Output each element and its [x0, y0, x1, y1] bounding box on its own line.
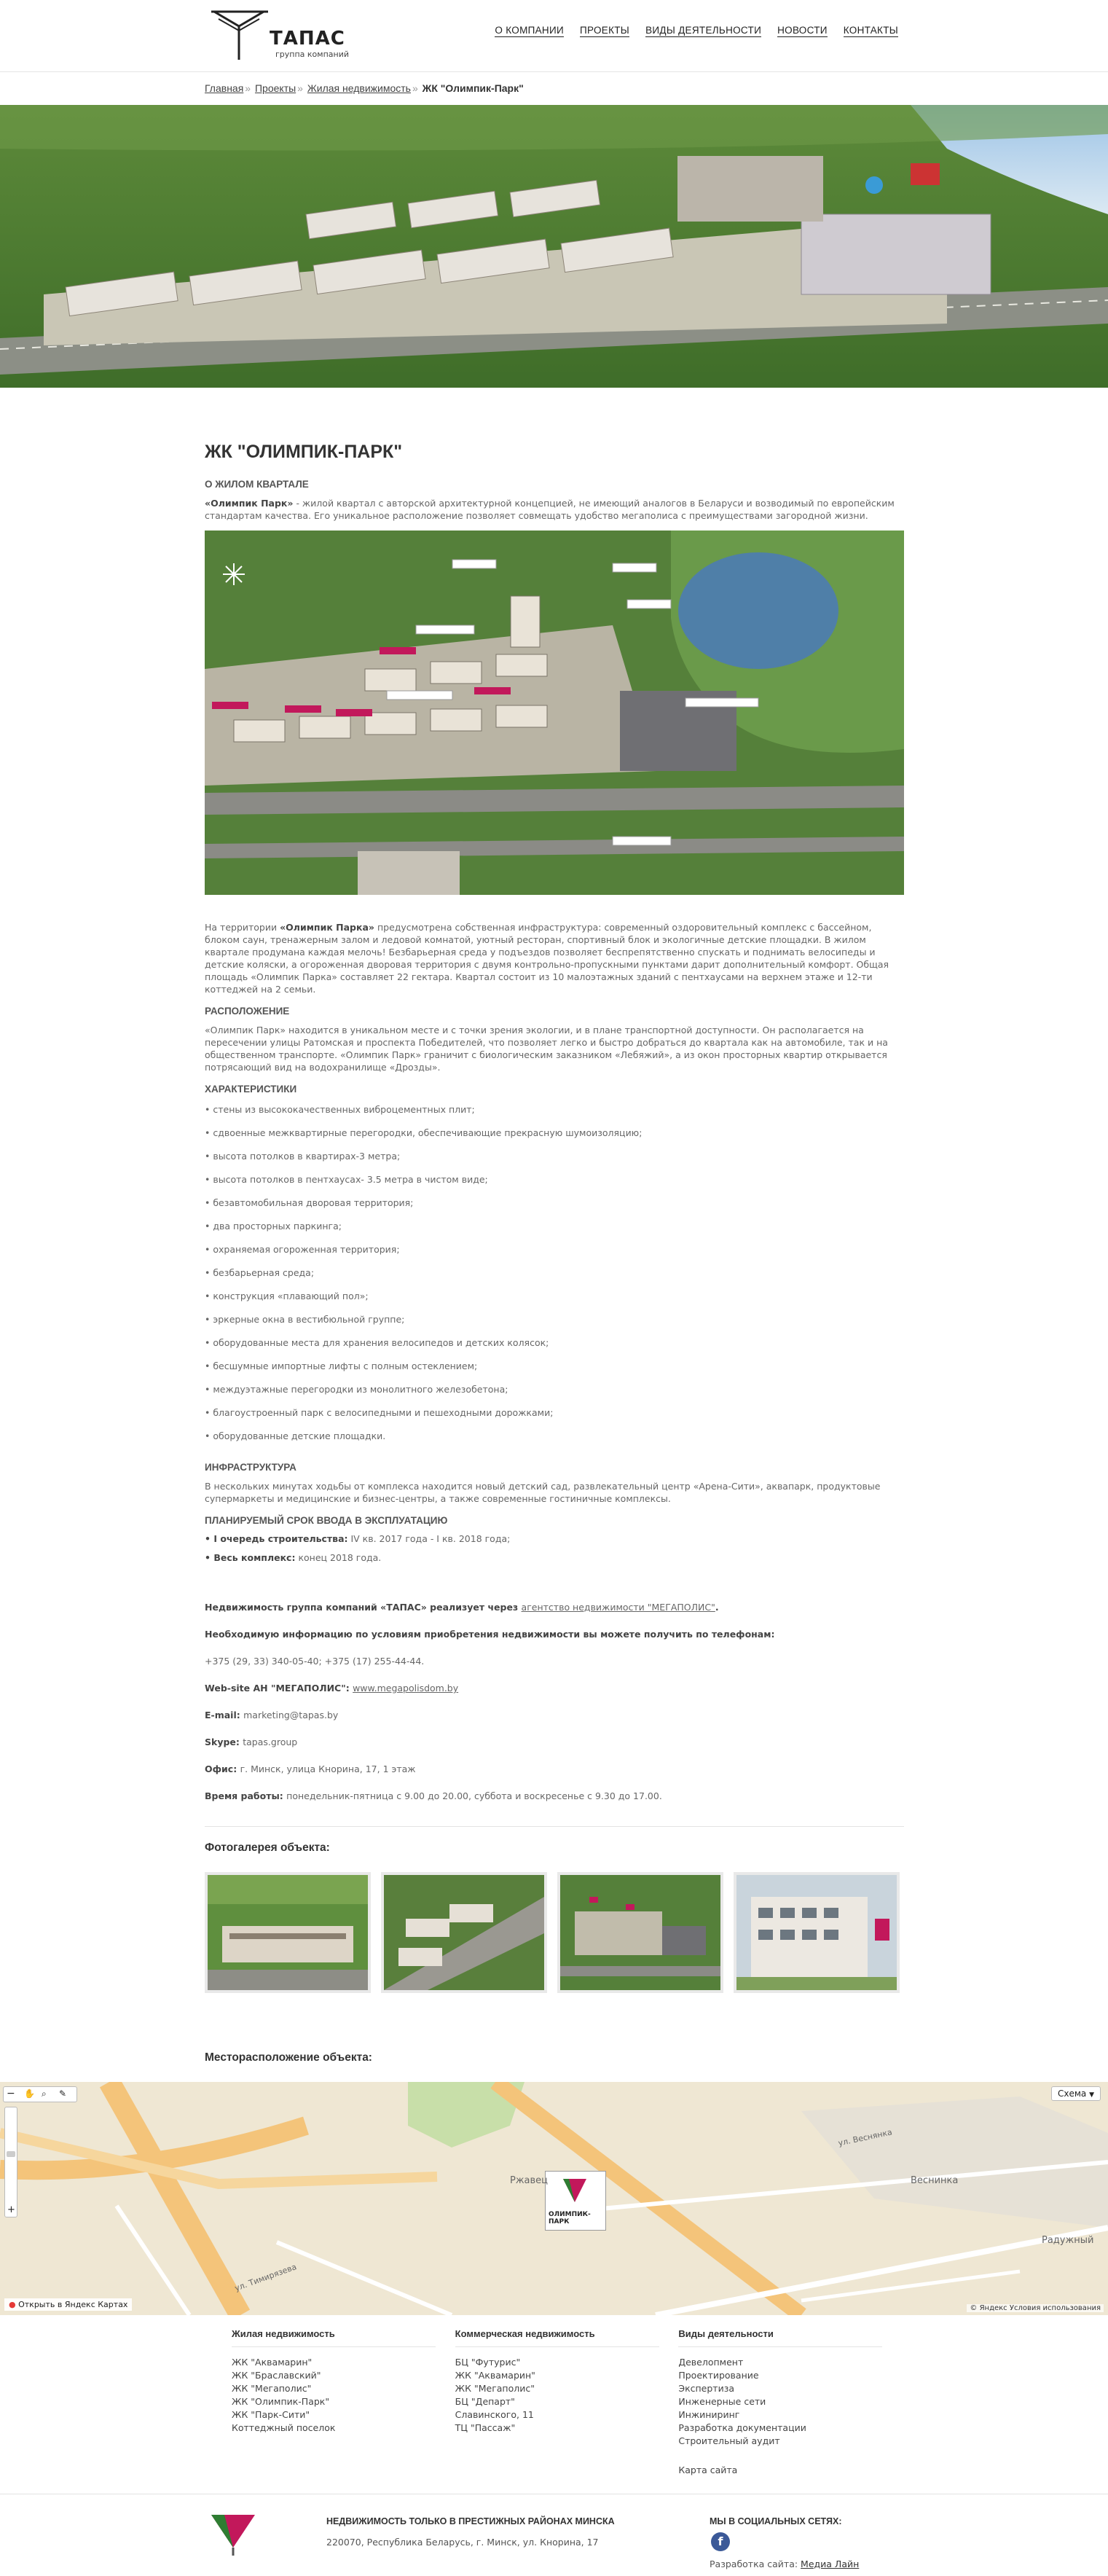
section-divider [205, 1826, 904, 1827]
email-label: E-mail: [205, 1710, 244, 1720]
main-nav [495, 25, 898, 37]
map-zoom-handle[interactable] [7, 2151, 15, 2157]
location-heading: РАСПОЛОЖЕНИЕ [205, 1006, 290, 1017]
feature-item: • бесшумные импортные лифты с полным остеклением; [205, 1361, 478, 1371]
infra-p-bold: «Олимпик Парка» [280, 922, 374, 933]
footer-link[interactable]: Разработка документации [678, 2422, 806, 2433]
website-link[interactable]: www.megapolisdom.by [353, 1683, 459, 1694]
main-content [205, 394, 904, 1993]
infrastructure-text: В нескольких минутах ходьбы от комплекса находится новый детский сад, развлекательный центр «Арена-Сити», аквапарк, продуктовые супермаркеты и медицинские и бизнес-центры, а также современные гостиничные комплексы. [205, 1481, 881, 1504]
footer-col-activities [678, 2328, 902, 2477]
map-marker-card[interactable] [545, 2171, 606, 2231]
skype-value: tapas.group [243, 1737, 298, 1747]
breadcrumb-home[interactable]: Главная [205, 82, 244, 94]
site-footer [0, 2494, 1108, 2576]
map-copyright: © Яндекс Условия использования [967, 2304, 1104, 2312]
map-label: ул. Веснянка [837, 2127, 893, 2148]
map-zoom-in-icon[interactable]: + [7, 2204, 15, 2215]
feature-item: • благоустроенный парк с велосипедными и пешеходными дорожками; [205, 1407, 554, 1418]
map-hand-icon[interactable]: ✋ [24, 2088, 35, 2099]
infrastructure-paragraph [205, 921, 904, 995]
map-label: Радужный [1042, 2235, 1094, 2246]
feature-item: • сдвоенные межквартирные перегородки, обеспечивающие прекрасную шумоизоляцию; [205, 1127, 643, 1138]
footer-col-residential [232, 2328, 455, 2477]
website-label: Web-site АН "МЕГАПОЛИС": [205, 1683, 353, 1694]
hero-banner-image [0, 105, 1108, 388]
footer-slogan: НЕДВИЖИМОСТЬ ТОЛЬКО В ПРЕСТИЖНЫХ РАЙОНАХ МИНСКА [326, 2516, 615, 2526]
map-zoom-slider[interactable] [4, 2107, 17, 2217]
features-heading: ХАРАКТЕРИСТИКИ [205, 1084, 297, 1095]
map-label: ул. Тимирязева [233, 2262, 298, 2293]
feature-item: • безавтомобильная дворовая территория; [205, 1197, 414, 1208]
gallery-thumbnail[interactable] [205, 1872, 371, 1993]
breadcrumb-residential[interactable]: Жилая недвижимость [307, 82, 411, 94]
feature-item: • высота потолков в квартирах-3 метра; [205, 1151, 401, 1162]
contact-block [205, 1600, 904, 1816]
developer-link[interactable]: Медиа Лайн [801, 2559, 860, 2569]
chevron-down-icon: ▼ [1089, 2091, 1094, 2099]
logo-subtitle: группа компаний [275, 50, 349, 59]
email-line [205, 1708, 904, 1735]
office-label: Офис: [205, 1763, 240, 1774]
gallery-thumbnail[interactable] [734, 1872, 900, 1993]
realtor-line [205, 1600, 904, 1627]
gallery-title: Фотогалерея объекта: [205, 1841, 330, 1854]
breadcrumb-separator: » [245, 82, 251, 94]
marker-label: ОЛИМПИК-ПАРК [549, 2211, 591, 2225]
gallery-thumbnail[interactable] [557, 1872, 723, 1993]
map-scheme-button[interactable] [1051, 2086, 1101, 2101]
feature-item: • междуэтажные перегородки из монолитного железобетона; [205, 1384, 508, 1395]
nav-about[interactable]: О КОМПАНИИ [495, 25, 564, 36]
page-title: ЖК "ОЛИМПИК-ПАРК" [205, 442, 403, 462]
infrastructure-heading: ИНФРАСТРУКТУРА [205, 1462, 296, 1473]
office-line [205, 1762, 904, 1789]
map-ruler-icon[interactable]: ✎ [59, 2088, 67, 2099]
footer-link[interactable]: БЦ "Футурис" [455, 2357, 521, 2368]
breadcrumb-current: ЖК "Олимпик-Парк" [422, 82, 524, 94]
footer-link[interactable]: Славинского, 11 [455, 2409, 534, 2420]
nav-activities[interactable]: ВИДЫ ДЕЯТЕЛЬНОСТИ [645, 25, 762, 36]
footer-link[interactable]: ЖК "Олимпик-Парк" [232, 2396, 330, 2407]
logo-name: ТАПАС [270, 28, 345, 50]
phones-intro [205, 1627, 904, 1654]
feature-item: • безбарьерная среда; [205, 1267, 315, 1278]
map-zoom-out-icon[interactable]: − [7, 2088, 15, 2099]
realtor-end: . [715, 1602, 719, 1613]
footer-link[interactable]: Проектирование [678, 2370, 759, 2381]
skype-label: Skype: [205, 1737, 243, 1747]
breadcrumb-separator: » [297, 82, 303, 94]
footer-link[interactable]: ЖК "Аквамарин" [232, 2357, 313, 2368]
office-value: г. Минск, улица Кнорина, 17, 1 этаж [240, 1763, 416, 1774]
deadline-label: • I очередь строительства: [205, 1533, 348, 1544]
footer-link[interactable]: Коттеджный поселок [232, 2422, 336, 2433]
phones-intro-text: Необходимую информацию по условиям приобретения недвижимости вы можете получить по телефонам: [205, 1629, 775, 1640]
feature-item: • два просторных паркинга; [205, 1221, 342, 1232]
feature-item: • оборудованные места для хранения велосипедов и детских колясок; [205, 1337, 549, 1348]
about-bold: «Олимпик Парк» [205, 498, 294, 509]
scheme-label: Схема [1057, 2088, 1087, 2099]
map-pin-icon: ● [9, 2300, 16, 2309]
hours-label: Время работы: [205, 1790, 287, 1801]
hours-value: понедельник-пятница с 9.00 до 20.00, суббота и воскресенье с 9.30 до 17.00. [286, 1790, 662, 1801]
footer-link[interactable]: Инженерные сети [678, 2396, 766, 2407]
feature-item: • стены из высококачественных виброцементных плит; [205, 1104, 475, 1115]
footer-columns [232, 2328, 902, 2477]
site-logo[interactable] [210, 9, 349, 61]
gallery-thumbnail[interactable] [381, 1872, 547, 1993]
skype-line [205, 1735, 904, 1762]
developer-credit [710, 2559, 859, 2569]
footer-link[interactable]: Экспертиза [678, 2383, 735, 2394]
feature-item: • оборудованные детские площадки. [205, 1430, 386, 1441]
footer-link[interactable]: Инжиниринг [678, 2409, 740, 2420]
marker-logo-icon [560, 2176, 589, 2205]
hours-line [205, 1789, 904, 1816]
footer-link[interactable]: ЖК "Парк-Сити" [232, 2409, 310, 2420]
breadcrumb [205, 82, 524, 94]
map-label: Веснинка [911, 2175, 959, 2186]
footer-link[interactable]: ЖК "Мегаполис" [232, 2383, 312, 2394]
feature-item: • эркерные окна в вестибюльной группе; [205, 1314, 405, 1325]
footer-col-title: Жилая недвижимость [232, 2328, 436, 2347]
map-title: Месторасположение объекта: [205, 2051, 372, 2064]
open-in-yandex-link[interactable] [4, 2298, 132, 2311]
infra-p-start: На территории [205, 922, 280, 933]
deadline-value: конец 2018 года. [295, 1552, 382, 1563]
footer-link[interactable]: БЦ "Департ" [455, 2396, 515, 2407]
infra-p-rest: предусмотрена собственная инфраструктура: современный оздоровительный комплекс с бассейном, блоком саун, тренажерным залом и ледовой комнатой, уютный ресторан, спортивный блок и экологичные детские площадки. В жилом квартале продумана каждая мелочь! Безбарьерная среда у подъездов позволяет беспрепятственно спускать и поднимать велосипеды и детские коляски, а огороженная дворовая территория с двумя контрольно-пропускными пунктами дарит дополнительный комфорт. Общая площадь «Олимпик Парка» составляет 22 гектара. Квартал состоит из 10 малоэтажных зданий с пентхаусами на верхнем этаже и 12-ти коттеджей на 2 семьи. [205, 922, 889, 995]
deadline-item [205, 1533, 904, 1552]
footer-col-commercial [455, 2328, 679, 2477]
footer-link[interactable]: ЖК "Аквамарин" [455, 2370, 535, 2381]
about-text: - жилой квартал с авторской архитектурной концепцией, не имеющий аналогов в Беларуси и возводимый по европейским стандартам качества. Его уникальное расположение позволяет совмещать удобство мегаполиса с преимуществами загородной жизни. [205, 498, 895, 521]
map-label: Ржавец [510, 2175, 549, 2186]
realtor-link[interactable]: агентство недвижимости "МЕГАПОЛИС" [521, 1602, 715, 1613]
footer-col-title: Коммерческая недвижимость [455, 2328, 659, 2347]
sitemap-link[interactable]: Карта сайта [678, 2465, 738, 2475]
deadline-item [205, 1552, 904, 1571]
feature-item: • конструкция «плавающий пол»; [205, 1291, 369, 1301]
nav-news[interactable]: НОВОСТИ [777, 25, 828, 36]
footer-link[interactable]: ЖК "Мегаполис" [455, 2383, 535, 2394]
about-heading: О ЖИЛОМ КВАРТАЛЕ [205, 479, 309, 490]
breadcrumb-separator: » [412, 82, 418, 94]
social-title: МЫ В СОЦИАЛЬНЫХ СЕТЯХ: [710, 2516, 842, 2526]
deadline-list [205, 1533, 904, 1571]
features-list [205, 1102, 904, 1452]
photo-gallery [205, 1872, 904, 1993]
map-magnifier-icon[interactable]: ⌕ [42, 2088, 47, 2099]
location-paragraph: «Олимпик Парк» находится в уникальном месте и с точки зрения экологии, и в плане транспортной доступности. Он располагается на пересечении улицы Ратомская и проспекта Победителей, что позволяет легко и быстро добраться до квартала как на автомобиле, так и на общественном транспорте. «Олимпик Парк» граничит с биологическим заказником «Лебяжий», а из окон просторных квартир открывается потрясающий вид на водохранилище «Дрозды». [205, 1025, 888, 1073]
email-value: marketing@tapas.by [243, 1710, 339, 1720]
footer-link[interactable]: Строительный аудит [678, 2435, 780, 2446]
feature-item: • охраняемая огороженная территория; [205, 1244, 400, 1255]
footer-logo-icon [204, 2508, 299, 2559]
facebook-icon[interactable]: f [711, 2532, 730, 2551]
footer-link[interactable]: Девелопмент [678, 2357, 744, 2368]
footer-link[interactable]: ЖК "Браславский" [232, 2370, 321, 2381]
logo-mark-icon [210, 9, 272, 61]
feature-item: • высота потолков в пентхаусах- 3.5 метра в чистом виде; [205, 1174, 488, 1185]
realtor-text: Недвижимость группа компаний «ТАПАС» реализует через [205, 1602, 522, 1613]
breadcrumb-projects[interactable]: Проекты [254, 82, 296, 94]
open-in-yandex-text: Открыть в Яндекс Картах [18, 2300, 128, 2309]
footer-logo[interactable] [204, 2508, 299, 2559]
deadline-heading: ПЛАНИРУЕМЫЙ СРОК ВВОДА В ЭКСПЛУАТАЦИЮ [205, 1515, 448, 1526]
developer-label: Разработка сайта: [710, 2559, 801, 2569]
nav-contacts[interactable]: КОНТАКТЫ [843, 25, 898, 36]
phones-line: +375 (29, 33) 340-05-40; +375 (17) 255-44-44. [205, 1656, 425, 1667]
map-tools [3, 2086, 77, 2102]
footer-address: 220070, Республика Беларусь, г. Минск, ул. Кнорина, 17 [326, 2537, 599, 2548]
about-paragraph [205, 497, 904, 522]
website-line [205, 1681, 904, 1708]
location-map[interactable] [0, 2082, 1108, 2315]
site-plan-image [205, 531, 904, 895]
site-header [0, 0, 1108, 72]
footer-link[interactable]: ТЦ "Пассаж" [455, 2422, 516, 2433]
nav-projects[interactable]: ПРОЕКТЫ [579, 25, 630, 36]
deadline-value: IV кв. 2017 года - I кв. 2018 года; [347, 1533, 511, 1544]
deadline-label: • Весь комплекс: [205, 1552, 296, 1563]
footer-col-title: Виды деятельности [678, 2328, 882, 2347]
